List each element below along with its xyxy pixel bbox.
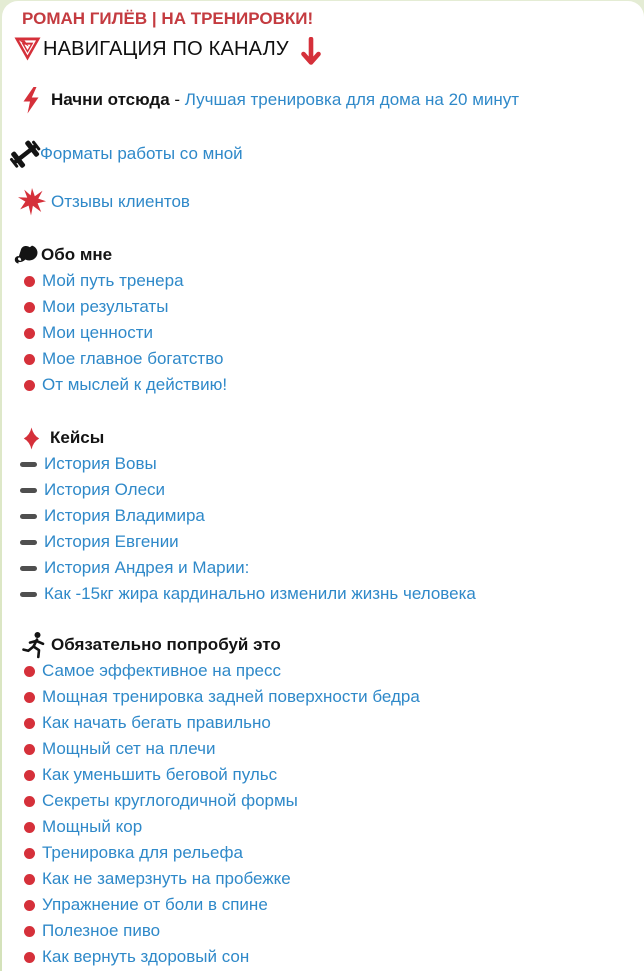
case-link-4[interactable]: История Евгении: [44, 532, 179, 551]
list-item: [2, 892, 644, 918]
case-link-2[interactable]: История Олеси: [44, 480, 166, 499]
bullet-dot-icon: [24, 926, 35, 937]
separator-dash: -: [169, 90, 185, 109]
formats-row: [2, 137, 644, 171]
bullet-dash-icon: [20, 514, 37, 519]
list-item: [2, 320, 644, 346]
list-item: [2, 840, 644, 866]
list-item: [2, 684, 644, 710]
try-link-4[interactable]: Мощный сет на плечи: [42, 739, 216, 758]
list-item: [2, 346, 644, 372]
runner-icon: [22, 631, 46, 659]
about-title: Обо мне: [41, 245, 113, 264]
burst-icon: [18, 188, 46, 216]
try-link-8[interactable]: Тренировка для рельефа: [42, 843, 243, 862]
try-link-1[interactable]: Самое эффективное на пресс: [42, 661, 281, 680]
list-item: [2, 788, 644, 814]
list-item: [2, 555, 644, 581]
list-item: [2, 451, 644, 477]
bullet-dash-icon: [20, 488, 37, 493]
list-item: [2, 477, 644, 503]
about-link-1[interactable]: Мой путь тренера: [42, 271, 184, 290]
bullet-dot-icon: [24, 900, 35, 911]
about-link-4[interactable]: Мое главное богатство: [42, 349, 224, 368]
down-arrow-icon: [301, 37, 321, 67]
list-item: [2, 866, 644, 892]
cases-title: Кейсы: [50, 428, 105, 447]
case-link-1[interactable]: История Вовы: [44, 454, 157, 473]
try-link-11[interactable]: Полезное пиво: [42, 921, 161, 940]
nav-heading-row: [2, 33, 644, 65]
bullet-dot-icon: [24, 692, 35, 703]
about-link-3[interactable]: Мои ценности: [42, 323, 154, 342]
bullet-dash-icon: [20, 462, 37, 467]
list-item: [2, 710, 644, 736]
list-item: [2, 268, 644, 294]
bullet-dot-icon: [24, 328, 35, 339]
about-link-5[interactable]: От мыслей к действию!: [42, 375, 228, 394]
list-item: [2, 294, 644, 320]
formats-link[interactable]: Форматы работы со мной: [40, 144, 243, 163]
bullet-dot-icon: [24, 666, 35, 677]
reviews-row: [2, 188, 644, 216]
reviews-link[interactable]: Отзывы клиентов: [51, 192, 190, 211]
try-link-10[interactable]: Упражнение от боли в спине: [42, 895, 268, 914]
list-item: [2, 581, 644, 607]
try-link-5[interactable]: Как уменьшить беговой пульс: [42, 765, 278, 784]
diamond-icon: [21, 427, 42, 450]
nav-title: НАВИГАЦИЯ ПО КАНАЛУ: [43, 37, 289, 60]
try-link-7[interactable]: Мощный кор: [42, 817, 143, 836]
bullet-dash-icon: [20, 566, 37, 571]
bullet-dot-icon: [24, 874, 35, 885]
start-here-link[interactable]: Лучшая тренировка для дома на 20 минут: [184, 90, 520, 109]
dumbbell-icon: [8, 137, 42, 171]
try-title: Обязательно попробуй это: [51, 635, 281, 654]
list-item: [2, 736, 644, 762]
try-link-9[interactable]: Как не замерзнуть на пробежке: [42, 869, 291, 888]
bullet-dot-icon: [24, 718, 35, 729]
bullet-dot-icon: [24, 952, 35, 963]
about-heading-row: [2, 241, 644, 269]
channel-title[interactable]: РОМАН ГИЛЁВ | НА ТРЕНИРОВКИ!: [22, 9, 314, 28]
bullet-dot-icon: [24, 302, 35, 313]
try-link-3[interactable]: Как начать бегать правильно: [42, 713, 271, 732]
bullet-dot-icon: [24, 744, 35, 755]
bullet-dot-icon: [24, 380, 35, 391]
list-item: [2, 658, 644, 684]
bullet-dot-icon: [24, 796, 35, 807]
try-heading-row: [2, 631, 644, 659]
try-link-6[interactable]: Секреты круглогодичной формы: [42, 791, 298, 810]
bullet-dash-icon: [20, 592, 37, 597]
list-item: [2, 918, 644, 944]
list-item: [2, 762, 644, 788]
cases-heading-row: [2, 424, 644, 452]
start-here-row: [2, 86, 644, 114]
try-link-2[interactable]: Мощная тренировка задней поверхности бедра: [42, 687, 420, 706]
try-link-12[interactable]: Как вернуть здоровый сон: [42, 947, 250, 966]
list-item: [2, 372, 644, 398]
lightning-icon: [21, 87, 41, 114]
start-here-label: Начни отсюда: [51, 90, 170, 109]
bullet-dot-icon: [24, 822, 35, 833]
about-link-2[interactable]: Мои результаты: [42, 297, 169, 316]
channel-title-row: [2, 7, 644, 31]
list-item: [2, 814, 644, 840]
list-item: [2, 944, 644, 970]
message-bubble: [2, 1, 644, 971]
case-link-3[interactable]: История Владимира: [44, 506, 205, 525]
bullet-dot-icon: [24, 354, 35, 365]
bullet-dot-icon: [24, 848, 35, 859]
case-link-5[interactable]: История Андрея и Марии:: [44, 558, 250, 577]
list-item: [2, 503, 644, 529]
bicep-icon: [13, 242, 40, 268]
case-link-6[interactable]: Как -15кг жира кардинально изменили жизнь человека: [44, 584, 476, 603]
bullet-dot-icon: [24, 770, 35, 781]
triangle-logo-icon: [14, 37, 41, 62]
bullet-dash-icon: [20, 540, 37, 545]
list-item: [2, 529, 644, 555]
bullet-dot-icon: [24, 276, 35, 287]
